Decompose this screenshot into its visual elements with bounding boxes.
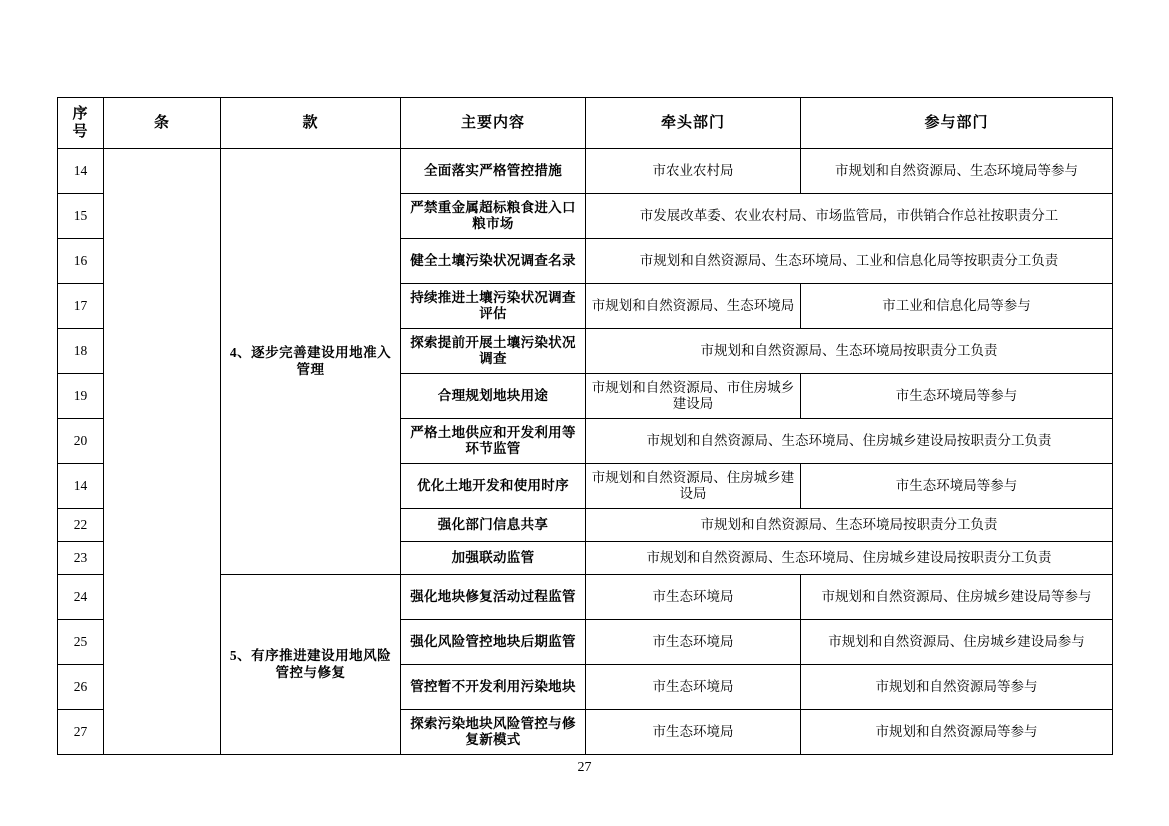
cell-main-content: 严格土地供应和开发利用等环节监管 (401, 419, 586, 464)
cell-department-merged: 市规划和自然资源局、生态环境局、住房城乡建设局按职责分工负责 (586, 542, 1113, 575)
cell-lead-department: 市生态环境局 (586, 710, 801, 755)
cell-main-content: 严禁重金属超标粮食进入口粮市场 (401, 194, 586, 239)
cell-serial-number: 17 (58, 284, 104, 329)
cell-article (104, 149, 221, 755)
cell-serial-number: 15 (58, 194, 104, 239)
cell-main-content: 优化土地开发和使用时序 (401, 464, 586, 509)
cell-department-merged: 市规划和自然资源局、生态环境局、住房城乡建设局按职责分工负责 (586, 419, 1113, 464)
column-header-clause: 款 (221, 98, 401, 149)
cell-lead-department: 市规划和自然资源局、生态环境局 (586, 284, 801, 329)
cell-participating-department: 市规划和自然资源局、生态环境局等参与 (801, 149, 1113, 194)
cell-serial-number: 25 (58, 620, 104, 665)
cell-serial-number: 18 (58, 329, 104, 374)
cell-serial-number: 22 (58, 509, 104, 542)
cell-serial-number: 24 (58, 575, 104, 620)
cell-serial-number: 20 (58, 419, 104, 464)
column-header-serial-number (58, 98, 104, 149)
page-number: 27 (577, 760, 592, 775)
policy-table (57, 97, 1113, 755)
cell-serial-number: 26 (58, 665, 104, 710)
column-header-serial-line1: 序 (72, 105, 89, 122)
policy-table-container (57, 97, 1112, 755)
cell-lead-department: 市规划和自然资源局、市住房城乡建设局 (586, 374, 801, 419)
cell-main-content: 强化风险管控地块后期监管 (401, 620, 586, 665)
cell-department-merged: 市规划和自然资源局、生态环境局按职责分工负责 (586, 329, 1113, 374)
cell-main-content: 强化地块修复活动过程监管 (401, 575, 586, 620)
cell-main-content: 管控暂不开发利用污染地块 (401, 665, 586, 710)
cell-participating-department: 市规划和自然资源局等参与 (801, 665, 1113, 710)
table-header (58, 98, 1113, 149)
cell-participating-department: 市工业和信息化局等参与 (801, 284, 1113, 329)
cell-participating-department: 市生态环境局等参与 (801, 374, 1113, 419)
table-body (58, 149, 1113, 755)
column-header-article: 条 (104, 98, 221, 149)
cell-department-merged: 市规划和自然资源局、生态环境局、工业和信息化局等按职责分工负责 (586, 239, 1113, 284)
cell-serial-number: 19 (58, 374, 104, 419)
cell-clause-4: 4、逐步完善建设用地准入管理 (221, 149, 401, 575)
cell-lead-department: 市生态环境局 (586, 665, 801, 710)
table-row (58, 149, 1113, 194)
cell-department-merged: 市规划和自然资源局、生态环境局按职责分工负责 (586, 509, 1113, 542)
cell-participating-department: 市生态环境局等参与 (801, 464, 1113, 509)
cell-serial-number: 27 (58, 710, 104, 755)
cell-main-content: 探索污染地块风险管控与修复新模式 (401, 710, 586, 755)
cell-department-merged: 市发展改革委、农业农村局、市场监管局，市供销合作总社按职责分工 (586, 194, 1113, 239)
cell-serial-number: 14 (58, 464, 104, 509)
cell-main-content: 健全土壤污染状况调查名录 (401, 239, 586, 284)
cell-main-content: 强化部门信息共享 (401, 509, 586, 542)
cell-main-content: 加强联动监管 (401, 542, 586, 575)
cell-lead-department: 市生态环境局 (586, 620, 801, 665)
cell-participating-department: 市规划和自然资源局等参与 (801, 710, 1113, 755)
cell-participating-department: 市规划和自然资源局、住房城乡建设局参与 (801, 620, 1113, 665)
cell-main-content: 探索提前开展土壤污染状况调查 (401, 329, 586, 374)
cell-serial-number: 23 (58, 542, 104, 575)
column-header-main-content: 主要内容 (401, 98, 586, 149)
cell-main-content: 持续推进土壤污染状况调查评估 (401, 284, 586, 329)
column-header-serial-line2: 号 (72, 124, 89, 140)
cell-main-content: 合理规划地块用途 (401, 374, 586, 419)
column-header-lead-department: 牵头部门 (586, 98, 801, 149)
column-header-participating-department: 参与部门 (801, 98, 1113, 149)
cell-participating-department: 市规划和自然资源局、住房城乡建设局等参与 (801, 575, 1113, 620)
cell-serial-number: 14 (58, 149, 104, 194)
cell-lead-department: 市生态环境局 (586, 575, 801, 620)
cell-clause-5: 5、有序推进建设用地风险管控与修复 (221, 575, 401, 755)
cell-serial-number: 16 (58, 239, 104, 284)
table-header-row (58, 98, 1113, 149)
cell-main-content: 全面落实严格管控措施 (401, 149, 586, 194)
cell-lead-department: 市农业农村局 (586, 149, 801, 194)
cell-lead-department: 市规划和自然资源局、住房城乡建设局 (586, 464, 801, 509)
